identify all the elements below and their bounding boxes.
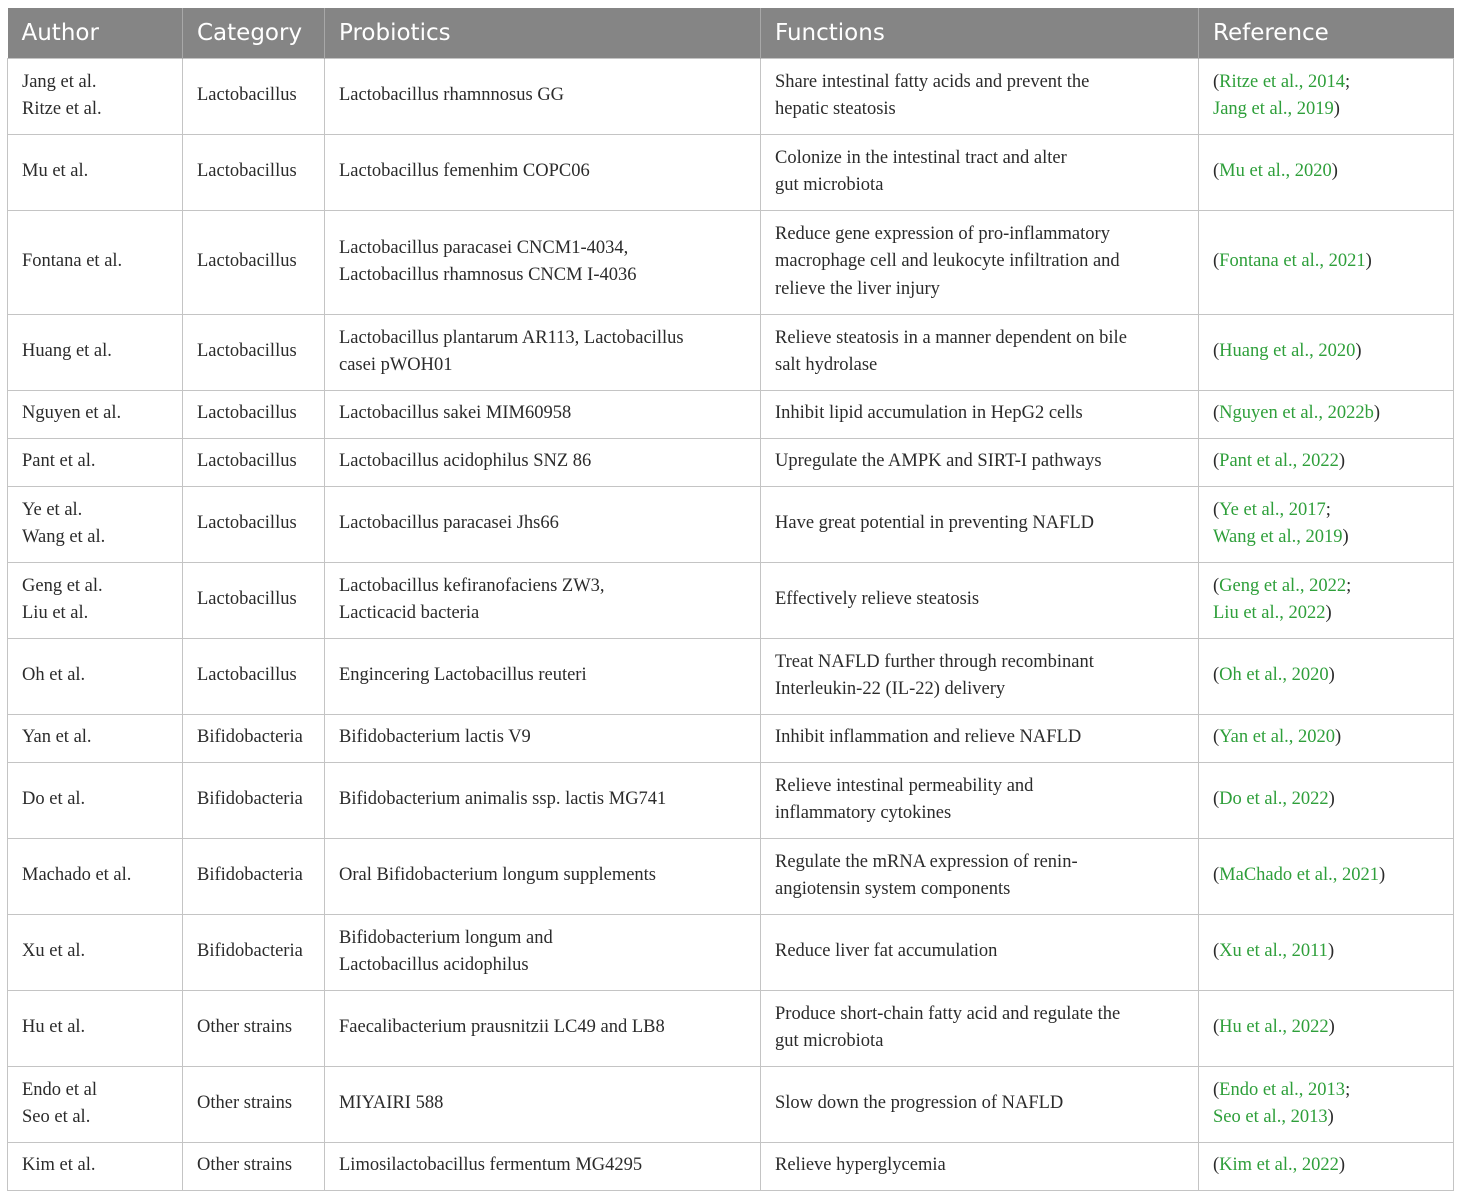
reference-punct: ( (1213, 665, 1220, 686)
reference-line (1213, 862, 1445, 890)
probiotics-cell (325, 58, 761, 134)
reference-punct: ( (1213, 499, 1220, 520)
reference-line (1213, 786, 1445, 814)
reference-cell (1199, 58, 1454, 134)
probiotics-cell-line: Lactobacillus acidophilus (339, 955, 529, 975)
reference-punct: ( (1213, 941, 1220, 962)
reference-punct: ) (1325, 603, 1332, 623)
reference-line (1213, 1014, 1445, 1042)
author-cell (8, 562, 183, 638)
reference-link[interactable]: Liu et al., 2022 (1213, 603, 1326, 623)
functions-cell (761, 486, 1199, 562)
author-cell (8, 838, 183, 914)
table-row (8, 638, 1454, 714)
reference-link[interactable]: Do et al., 2022 (1219, 789, 1329, 810)
probiotics-cell (325, 1142, 761, 1190)
reference-link[interactable]: Wang et al., 2019 (1213, 527, 1343, 547)
probiotics-cell (325, 714, 761, 762)
functions-cell (761, 562, 1199, 638)
reference-punct: ) (1331, 161, 1338, 182)
reference-line (1213, 938, 1445, 966)
category-cell: Lactobacillus (183, 390, 325, 438)
reference-link[interactable]: Kim et al., 2022 (1219, 1155, 1339, 1176)
reference-link[interactable]: Seo et al., 2013 (1213, 1107, 1328, 1127)
reference-cell (1199, 838, 1454, 914)
probiotics-cell-line: Lactobacillus acidophilus SNZ 86 (339, 451, 592, 472)
table-header-row (8, 8, 1454, 58)
author-cell-line: Geng et al. (22, 575, 103, 596)
author-cell (8, 314, 183, 390)
reference-line (1213, 600, 1445, 628)
header-probiotics: Probiotics (325, 8, 761, 58)
functions-cell (761, 390, 1199, 438)
reference-link[interactable]: Nguyen et al., 2022b (1219, 403, 1374, 424)
functions-cell (761, 58, 1199, 134)
reference-punct: ) (1328, 665, 1335, 686)
category-cell: Lactobacillus (183, 210, 325, 314)
reference-punct: ) (1327, 941, 1335, 962)
header-reference: Reference (1199, 8, 1454, 58)
reference-link[interactable]: Endo et al., 2013 (1219, 1079, 1346, 1100)
probiotics-cell-line: Engincering Lactobacillus reuteri (339, 665, 587, 686)
reference-punct: ( (1213, 1155, 1220, 1176)
table-row (8, 714, 1454, 762)
author-cell-line: Liu et al. (22, 603, 89, 623)
reference-punct: ) (1328, 789, 1335, 810)
reference-line (1213, 248, 1445, 276)
probiotics-cell (325, 838, 761, 914)
table-row (8, 1142, 1454, 1190)
author-cell-line: Fontana et al. (22, 251, 123, 272)
reference-punct: ) (1365, 251, 1372, 272)
functions-cell-line: Reduce gene expression of pro-inflammatory (775, 223, 1110, 244)
header-author: Author (8, 8, 183, 58)
reference-cell (1199, 1066, 1454, 1142)
functions-cell-line: angiotensin system components (775, 879, 1011, 899)
author-cell (8, 762, 183, 838)
category-cell: Bifidobacteria (183, 762, 325, 838)
reference-cell (1199, 562, 1454, 638)
functions-cell-line: Reduce liver fat accumulation (775, 941, 998, 962)
reference-cell (1199, 638, 1454, 714)
reference-punct: ) (1333, 99, 1340, 119)
reference-cell (1199, 1142, 1454, 1190)
probiotics-cell-line: Lactobacillus paracasei Jhs66 (339, 513, 559, 534)
reference-cell (1199, 210, 1454, 314)
probiotics-cell-line: MIYAIRI 588 (339, 1093, 444, 1114)
reference-link[interactable]: Pant et al., 2022 (1219, 451, 1339, 472)
functions-cell (761, 838, 1199, 914)
reference-punct: ( (1213, 865, 1220, 886)
reference-link[interactable]: MaChado et al., 2021 (1219, 865, 1379, 886)
probiotics-cell-line: Lactobacillus kefiranofaciens ZW3, (339, 575, 605, 596)
reference-punct: ( (1213, 575, 1220, 596)
functions-cell (761, 210, 1199, 314)
reference-link[interactable]: Huang et al., 2020 (1219, 341, 1356, 362)
probiotics-cell (325, 762, 761, 838)
table-row (8, 390, 1454, 438)
author-cell-line: Yan et al. (22, 727, 92, 748)
functions-cell (761, 438, 1199, 486)
table-body (8, 58, 1454, 1190)
functions-cell-line: Treat NAFLD further through recombinant (775, 651, 1094, 672)
reference-punct: ) (1338, 1155, 1346, 1176)
author-cell (8, 638, 183, 714)
table-row (8, 990, 1454, 1066)
reference-punct: ( (1213, 403, 1220, 424)
author-cell-line: Machado et al. (22, 865, 132, 886)
functions-cell-line: macrophage cell and leukocyte infiltration and (775, 251, 1120, 272)
functions-cell-line: hepatic steatosis (775, 99, 896, 119)
reference-cell (1199, 390, 1454, 438)
probiotics-cell (325, 914, 761, 990)
probiotics-cell (325, 638, 761, 714)
category-cell: Other strains (183, 1142, 325, 1190)
category-cell: Other strains (183, 990, 325, 1066)
reference-line (1213, 497, 1445, 525)
functions-cell-line: relieve the liver injury (775, 278, 940, 299)
reference-cell (1199, 438, 1454, 486)
functions-cell (761, 314, 1199, 390)
functions-cell (761, 990, 1199, 1066)
reference-punct: ) (1338, 451, 1346, 472)
reference-line (1213, 338, 1445, 366)
reference-link[interactable]: Geng et al., 2022 (1219, 575, 1347, 596)
reference-punct: ) (1328, 1017, 1335, 1038)
reference-link[interactable]: Jang et al., 2019 (1213, 99, 1334, 119)
author-cell-line: Ritze et al. (22, 99, 102, 119)
category-cell: Bifidobacteria (183, 914, 325, 990)
functions-cell-line: Relieve intestinal permeability and (775, 775, 1034, 796)
reference-punct: ) (1378, 865, 1386, 886)
reference-link[interactable]: Ritze et al., 2014 (1219, 71, 1346, 92)
probiotics-cell (325, 990, 761, 1066)
functions-cell (761, 762, 1199, 838)
probiotics-cell (325, 438, 761, 486)
probiotics-cell-line: Limosilactobacillus fermentum MG4295 (339, 1155, 643, 1176)
reference-punct: ( (1213, 1017, 1220, 1038)
reference-punct: ( (1213, 251, 1220, 272)
author-cell-line: Oh et al. (22, 665, 86, 686)
reference-punct: ; (1345, 1079, 1351, 1100)
functions-cell-line: Interleukin-22 (IL-22) delivery (775, 679, 1006, 699)
reference-link[interactable]: Hu et al., 2022 (1219, 1017, 1329, 1038)
reference-punct: ; (1346, 575, 1352, 596)
author-cell-line: Do et al. (22, 789, 86, 810)
reference-line (1213, 724, 1445, 752)
reference-line (1213, 96, 1445, 124)
functions-cell-line: Upregulate the AMPK and SIRT-I pathways (775, 451, 1102, 472)
author-cell-line: Xu et al. (22, 941, 86, 962)
functions-cell-line: Colonize in the intestinal tract and alter (775, 147, 1067, 168)
reference-cell (1199, 486, 1454, 562)
probiotics-cell-line: Lactobacillus femenhim COPC06 (339, 161, 590, 182)
category-cell: Lactobacillus (183, 486, 325, 562)
reference-link[interactable]: Oh et al., 2020 (1219, 665, 1329, 686)
table-row (8, 838, 1454, 914)
table-row (8, 438, 1454, 486)
probiotics-cell-line: Bifidobacterium animalis ssp. lactis MG741 (339, 789, 667, 810)
author-cell-line: Endo et al (22, 1079, 98, 1100)
functions-cell (761, 1142, 1199, 1190)
probiotics-cell (325, 562, 761, 638)
author-cell-line: Hu et al. (22, 1017, 86, 1038)
probiotics-cell (325, 210, 761, 314)
probiotics-table-container (7, 8, 1453, 1191)
category-cell: Lactobacillus (183, 438, 325, 486)
author-cell-line: Jang et al. (22, 71, 97, 92)
functions-cell-line: Inhibit lipid accumulation in HepG2 cells (775, 403, 1083, 424)
functions-cell (761, 1066, 1199, 1142)
probiotics-cell-line: Lacticacid bacteria (339, 603, 480, 623)
functions-cell-line: gut microbiota (775, 1031, 884, 1051)
functions-cell-line: Inhibit inflammation and relieve NAFLD (775, 727, 1082, 748)
probiotics-cell (325, 486, 761, 562)
reference-link[interactable]: Fontana et al., 2021 (1219, 251, 1366, 272)
table-row (8, 562, 1454, 638)
probiotics-cell-line: casei pWOH01 (339, 355, 453, 375)
reference-cell (1199, 762, 1454, 838)
functions-cell-line: gut microbiota (775, 175, 884, 195)
reference-cell (1199, 990, 1454, 1066)
author-cell-line: Ye et al. (22, 499, 83, 520)
reference-punct: ) (1334, 727, 1342, 748)
category-cell: Bifidobacteria (183, 838, 325, 914)
functions-cell-line: salt hydrolase (775, 355, 878, 375)
author-cell-line: Pant et al. (22, 451, 96, 472)
header-functions: Functions (761, 8, 1199, 58)
functions-cell-line: Effectively relieve steatosis (775, 589, 980, 610)
category-cell: Lactobacillus (183, 134, 325, 210)
author-cell (8, 914, 183, 990)
reference-punct: ) (1355, 341, 1362, 362)
functions-cell (761, 134, 1199, 210)
reference-cell (1199, 914, 1454, 990)
author-cell-line: Huang et al. (22, 341, 112, 362)
reference-line (1213, 1152, 1445, 1180)
reference-cell (1199, 134, 1454, 210)
reference-punct: ( (1213, 451, 1220, 472)
reference-link[interactable]: Mu et al., 2020 (1219, 161, 1332, 182)
reference-punct: ( (1213, 71, 1220, 92)
author-cell-line: Kim et al. (22, 1155, 96, 1176)
category-cell: Bifidobacteria (183, 714, 325, 762)
header-category: Category (183, 8, 325, 58)
probiotics-cell-line: Bifidobacterium longum and (339, 927, 553, 948)
reference-link[interactable]: Yan et al., 2020 (1219, 727, 1335, 748)
reference-punct: ( (1213, 727, 1220, 748)
table-row (8, 914, 1454, 990)
author-cell (8, 486, 183, 562)
reference-punct: ( (1213, 1079, 1220, 1100)
functions-cell-line: Slow down the progression of NAFLD (775, 1093, 1064, 1114)
reference-punct: ) (1327, 1107, 1334, 1127)
functions-cell (761, 638, 1199, 714)
functions-cell-line: Relieve hyperglycemia (775, 1155, 946, 1176)
reference-line (1213, 573, 1445, 601)
probiotics-cell-line: Bifidobacterium lactis V9 (339, 727, 531, 748)
category-cell: Other strains (183, 1066, 325, 1142)
probiotics-cell-line: Oral Bifidobacterium longum supplements (339, 865, 657, 886)
category-cell: Lactobacillus (183, 562, 325, 638)
author-cell (8, 210, 183, 314)
author-cell (8, 58, 183, 134)
reference-line (1213, 158, 1445, 186)
probiotics-cell-line: Lactobacillus plantarum AR113, Lactobacillus (339, 327, 684, 348)
functions-cell-line: Have great potential in preventing NAFLD (775, 513, 1095, 534)
reference-line (1213, 400, 1445, 428)
reference-punct: ( (1213, 789, 1220, 810)
table-row (8, 210, 1454, 314)
probiotics-cell (325, 134, 761, 210)
author-cell (8, 714, 183, 762)
probiotics-cell (325, 390, 761, 438)
functions-cell-line: Relieve steatosis in a manner dependent on bile (775, 327, 1127, 348)
category-cell: Lactobacillus (183, 638, 325, 714)
author-cell (8, 990, 183, 1066)
probiotics-cell-line: Lactobacillus paracasei CNCM1-4034, (339, 237, 629, 258)
reference-line (1213, 1077, 1445, 1105)
reference-link[interactable]: Ye et al., 2017 (1219, 499, 1326, 520)
reference-punct: ; (1345, 71, 1351, 92)
reference-punct: ) (1342, 527, 1349, 547)
probiotics-cell-line: Lactobacillus rhamnnosus GG (339, 85, 565, 106)
table-row (8, 314, 1454, 390)
functions-cell (761, 714, 1199, 762)
probiotics-cell-line: Lactobacillus sakei MIM60958 (339, 403, 572, 424)
functions-cell-line: Produce short-chain fatty acid and regulate the (775, 1003, 1121, 1024)
category-cell: Lactobacillus (183, 314, 325, 390)
reference-punct: ( (1213, 341, 1220, 362)
author-cell-line: Nguyen et al. (22, 403, 122, 424)
table-row (8, 1066, 1454, 1142)
author-cell (8, 438, 183, 486)
table-row (8, 762, 1454, 838)
author-cell-line: Mu et al. (22, 161, 89, 182)
author-cell (8, 134, 183, 210)
probiotics-table (7, 8, 1454, 1191)
reference-line (1213, 662, 1445, 690)
reference-cell (1199, 714, 1454, 762)
category-cell: Lactobacillus (183, 58, 325, 134)
reference-punct: ) (1373, 403, 1380, 424)
reference-punct: ( (1213, 161, 1220, 182)
table-row (8, 58, 1454, 134)
functions-cell (761, 914, 1199, 990)
author-cell-line: Seo et al. (22, 1107, 91, 1127)
reference-line (1213, 69, 1445, 97)
probiotics-cell-line: Lactobacillus rhamnosus CNCM I-4036 (339, 265, 637, 285)
author-cell (8, 1066, 183, 1142)
probiotics-cell-line: Faecalibacterium prausnitzii LC49 and LB8 (339, 1017, 665, 1038)
functions-cell-line: Share intestinal fatty acids and prevent the (775, 71, 1090, 92)
table-row (8, 134, 1454, 210)
table-row (8, 486, 1454, 562)
author-cell-line: Wang et al. (22, 527, 106, 547)
functions-cell-line: Regulate the mRNA expression of renin- (775, 851, 1078, 872)
reference-line (1213, 448, 1445, 476)
author-cell (8, 390, 183, 438)
author-cell (8, 1142, 183, 1190)
probiotics-cell (325, 1066, 761, 1142)
reference-cell (1199, 314, 1454, 390)
functions-cell-line: inflammatory cytokines (775, 803, 952, 823)
probiotics-cell (325, 314, 761, 390)
reference-line (1213, 1104, 1445, 1132)
reference-punct: ; (1325, 499, 1331, 520)
reference-link[interactable]: Xu et al., 2011 (1219, 941, 1328, 962)
reference-line (1213, 524, 1445, 552)
